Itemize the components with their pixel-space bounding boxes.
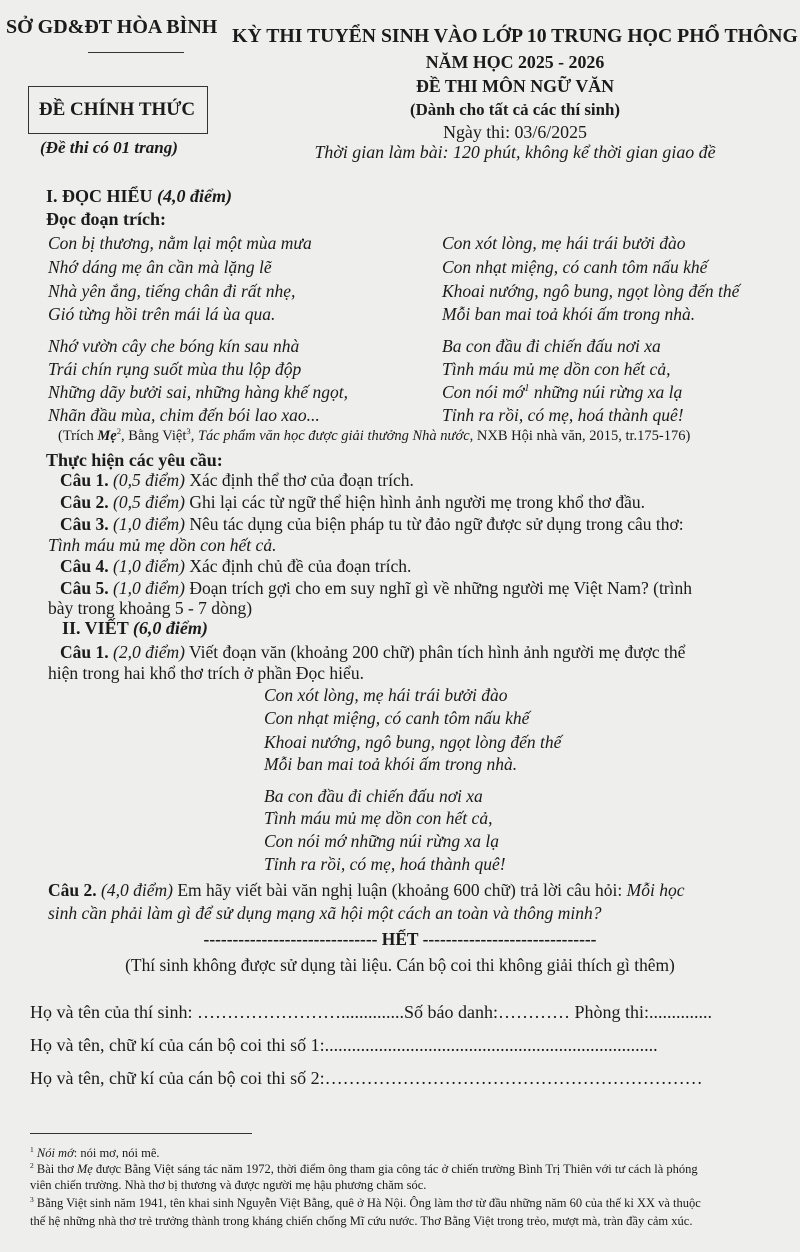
poem-line: Nhớ vườn cây che bóng kín sau nhà xyxy=(48,336,300,356)
department-underline xyxy=(88,52,184,53)
quoted-poem-line: Tỉnh ra rồi, có mẹ, hoá thành quê! xyxy=(264,854,506,874)
source-citation: (Trích Mẹ$^2$, Bằng Việt$^3$, Tác phẩm văn học được giải thưởng Nhà nước, NXB Hội nhà văn, 2015, tr.175-176) xyxy=(58,426,691,444)
poem-line: Tình máu mủ mẹ dồn con hết cả, xyxy=(442,359,671,379)
poem-line: Gió từng hồi trên mái lá ùa qua. xyxy=(48,304,276,324)
proctor-2-line: Họ và tên, chữ kí của cán bộ coi thi số 2:……………………………………………………… xyxy=(30,1068,703,1088)
poem-line: Mỗi ban mai toả khói ấm trong nhà. xyxy=(442,304,696,324)
question-3-quote: Tình máu mủ mẹ dồn con hết cả. xyxy=(48,535,277,555)
poem-line: Con nhạt miệng, có canh tôm nấu khế xyxy=(442,257,708,277)
exam-title: KỲ THI TUYỂN SINH VÀO LỚP 10 TRUNG HỌC PHỔ THÔNG xyxy=(232,25,798,47)
question-3: Câu 3. (1,0 điểm) Nêu tác dụng của biện pháp tu từ đảo ngữ được sử dụng trong câu thơ: xyxy=(60,514,684,534)
footnote-1: $^1$ Nói mớ: nói mơ, nói mê. xyxy=(30,1144,160,1160)
proctor-1-line: Họ và tên, chữ kí của cán bộ coi thi số 1:.......................................................................... xyxy=(30,1035,658,1055)
poem-line: Con nói mớ$^1$ những núi rừng xa lạ xyxy=(442,382,683,402)
poem-line: Nhãn đầu mùa, chim đến bói lao xao... xyxy=(48,405,320,425)
footnote-3-line2: thế hệ những nhà thơ trẻ trưởng thành trong kháng chiến chống Mĩ cứu nước. Thơ Bằng Việt trong trẻo, mượt mà, tràn đầy cảm xúc. xyxy=(30,1214,693,1228)
school-year: NĂM HỌC 2025 - 2026 xyxy=(425,52,605,72)
quoted-poem-line: Con xót lòng, mẹ hái trái bưởi đào xyxy=(264,685,508,705)
poem-line: Nhớ dáng mẹ ân cần mà lặng lẽ xyxy=(48,257,272,277)
official-label: ĐỀ CHÍNH THỨC xyxy=(38,99,196,120)
footnote-ref: 1 xyxy=(524,383,530,395)
candidate-info-line: Họ và tên của thí sinh: ……………………..............Số báo danh:………… Phòng thi:.............. xyxy=(30,1002,712,1022)
writing-question-1-line2: hiện trong hai khổ thơ trích ở phần Đọc hiểu. xyxy=(48,663,364,683)
quoted-poem-line: Tình máu mủ mẹ dồn con hết cả, xyxy=(264,808,493,828)
footnote-separator xyxy=(30,1133,252,1134)
quoted-poem-line: Con nhạt miệng, có canh tôm nấu khế xyxy=(264,708,530,728)
writing-heading: II. VIẾT (6,0 điểm) xyxy=(62,618,208,638)
poem-line: Nhà yên ắng, tiếng chân đi rất nhẹ, xyxy=(48,281,296,301)
writing-question-1: Câu 1. (2,0 điểm) Viết đoạn văn (khoảng 200 chữ) phân tích hình ảnh người mẹ được thể xyxy=(60,642,686,662)
quoted-poem-line: Mỗi ban mai toả khói ấm trong nhà. xyxy=(264,754,518,774)
tasks-label: Thực hiện các yêu cầu: xyxy=(46,450,223,470)
poem-line: Khoai nướng, ngô bung, ngọt lòng đến thế xyxy=(442,281,740,301)
passage-label: Đọc đoạn trích: xyxy=(46,209,166,229)
pages-note: (Đề thi có 01 trang) xyxy=(40,138,178,157)
poem-line: Tỉnh ra rồi, có mẹ, hoá thành quê! xyxy=(442,405,684,425)
question-5: Câu 5. (1,0 điểm) Đoạn trích gợi cho em suy nghĩ gì về những người mẹ Việt Nam? (trình xyxy=(60,578,692,598)
poem-line: Những dãy bưởi sai, những hàng khế ngọt, xyxy=(48,382,348,402)
writing-question-2: Câu 2. (4,0 điểm) Em hãy viết bài văn nghị luận (khoảng 600 chữ) trả lời câu hỏi: Mỗi học xyxy=(48,880,685,900)
reading-heading: I. ĐỌC HIỂU (4,0 điểm) xyxy=(46,186,232,206)
quoted-poem-line: Ba con đầu đi chiến đấu nơi xa xyxy=(264,786,483,806)
department-name: SỞ GD&ĐT HÒA BÌNH xyxy=(6,16,218,38)
footnote-2: $^2$ Bài thơ Mẹ được Bằng Việt sáng tác năm 1972, thời điểm ông tham gia công tác ở chiến trường Bình Trị Thiên với tư cách là phóng xyxy=(30,1160,698,1176)
end-marker: ------------------------------ HẾT ------------------------------ xyxy=(203,929,597,949)
poem-line: Trái chín rụng suốt mùa thu lộp độp xyxy=(48,359,302,379)
footnote-3: $^3$ Bằng Việt sinh năm 1941, tên khai sinh Nguyễn Việt Bằng, quê ở Hà Nội. Ông làm thơ từ đầu những năm 60 của thế kỉ XX và thuộc xyxy=(30,1194,701,1210)
writing-question-2-line2: sinh cần phải làm gì để sử dụng mạng xã hội một cách an toàn và thông minh? xyxy=(48,903,602,923)
poem-line: Con xót lòng, mẹ hái trái bưởi đào xyxy=(442,233,686,253)
quoted-poem-line: Khoai nướng, ngô bung, ngọt lòng đến thế xyxy=(264,732,562,752)
question-4: Câu 4. (1,0 điểm) Xác định chủ đề của đoạn trích. xyxy=(60,556,412,576)
poem-line: Con bị thương, nằm lại một mùa mưa xyxy=(48,233,312,253)
poem-line: Ba con đầu đi chiến đấu nơi xa xyxy=(442,336,661,356)
question-2: Câu 2. (0,5 điểm) Ghi lại các từ ngữ thể hiện hình ảnh người mẹ trong khổ thơ đầu. xyxy=(60,492,646,512)
exam-duration: Thời gian làm bài: 120 phút, không kể thời gian giao đề xyxy=(314,142,716,162)
exam-note: (Thí sinh không được sử dụng tài liệu. Cán bộ coi thi không giải thích gì thêm) xyxy=(125,955,675,975)
question-5-line2: bày trong khoảng 5 - 7 dòng) xyxy=(48,598,253,618)
quoted-poem-line: Con nói mớ những núi rừng xa lạ xyxy=(264,831,500,851)
question-1: Câu 1. (0,5 điểm) Xác định thể thơ của đoạn trích. xyxy=(60,470,414,490)
audience-note: (Dành cho tất cả các thí sinh) xyxy=(410,100,620,119)
footnote-2-line2: viên chiến trường. Nhà thơ bị thương và được người mẹ hậu phương chăm sóc. xyxy=(30,1178,427,1192)
exam-date: Ngày thi: 03/6/2025 xyxy=(443,122,587,142)
subject-title: ĐỀ THI MÔN NGỮ VĂN xyxy=(415,76,615,96)
